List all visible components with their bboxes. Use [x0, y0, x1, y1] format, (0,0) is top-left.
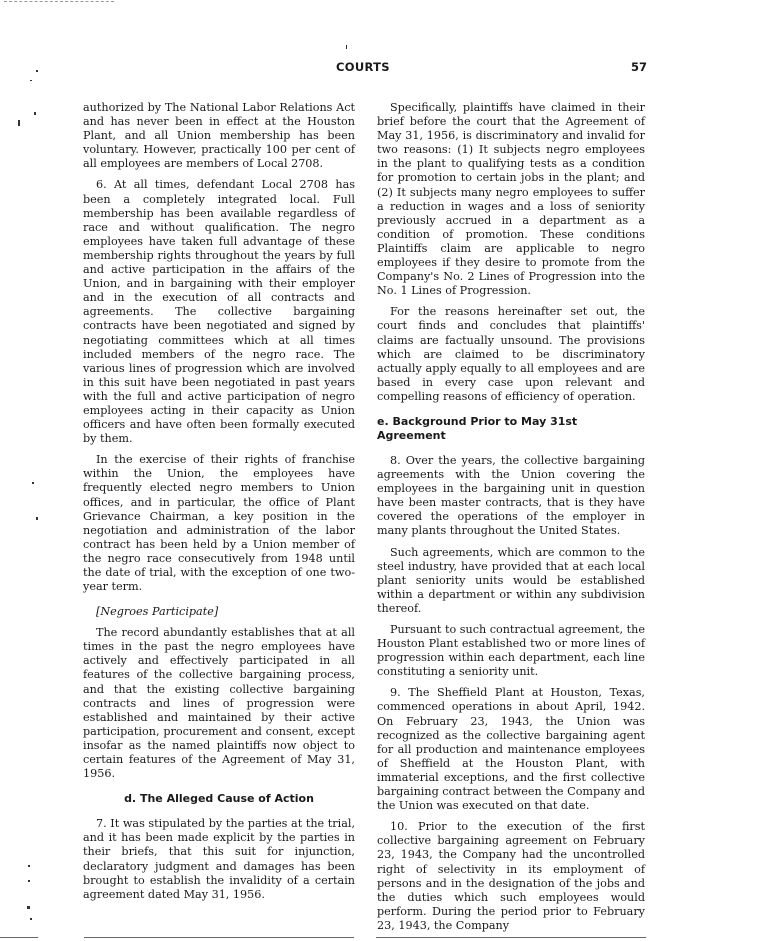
paragraph-spacer: [377, 298, 645, 305]
footer-rule: [84, 937, 354, 938]
scan-speck: [28, 880, 30, 882]
body-paragraph: 8. Over the years, the collective bargaining agreements with the Union covering the employees in the bargaining unit in question have been master contracts, that is they have covered the operations of the employer in many plants throughout the United States.: [377, 453, 645, 538]
body-paragraph: Specifically, plaintiffs have claimed in their brief before the court that the Agreement of May 31, 1956, is discriminatory and invalid for two reasons: (1) It subjects negro employees in the plant to qualifying tests as a condition for promotion to certain jobs in the plant; and (2) It subjects many negro employees to suffer a reduction in wages and a loss of seniority previously accrued in a department as a condition of promotion. These conditions Plaintiffs claim are applicable to negro employees if they desire to promote from the Company's No. 2 Lines of Progression into the No. 1 Lines of Progression.: [377, 101, 645, 298]
paragraph-spacer: [83, 594, 355, 605]
paragraph-spacer: [377, 813, 645, 820]
scan-speck: [36, 517, 38, 520]
scan-speck: [30, 918, 32, 920]
body-paragraph: 6. At all times, defendant Local 2708 has been a completely integrated local. Full membership has been available regardless of race and without qualification. The negro employees have taken full advantage of these membership rights throughout the years by full and active participation in the affairs of the Union, and in bargaining with their employer and in the execution of all contracts and agreements. The collective bargaining contracts have been negotiated and signed by negotiating committees which at all times included members of the negro race. The various lines of progression which are involved in this suit have been negotiated in past years with the full and active participation of negro employees acting in their capacity as Union officers and have often been formally executed by them.: [83, 178, 355, 446]
body-paragraph: For the reasons hereinafter set out, the court finds and concludes that plaintiffs' claims are factually unsound. The provisions which are claimed to be discriminatory actually apply equally to all employees and are based in every case upon relevant and compelling reasons of efficiency of operation.: [377, 305, 645, 403]
paragraph-spacer: [377, 404, 645, 415]
paragraph-spacer: [377, 679, 645, 686]
paragraph-spacer: [83, 446, 355, 453]
scan-speck: [28, 865, 30, 867]
scan-speck: [27, 906, 30, 909]
paragraph-spacer: [377, 616, 645, 623]
paragraph-spacer: [83, 781, 355, 792]
left-column: [83, 101, 355, 902]
footer-rule: [376, 937, 646, 938]
scan-speck: [346, 45, 347, 49]
section-heading: d. The Alleged Cause of Action: [124, 792, 314, 806]
running-head: COURTS: [336, 60, 390, 74]
paragraph-spacer: [377, 539, 645, 546]
paragraph-spacer: [83, 806, 355, 817]
footer-rule: [0, 937, 38, 938]
right-column: [377, 101, 645, 933]
body-paragraph: Pursuant to such contractual agreement, the Houston Plant established two or more lines of progression within each department, each line constituting a seniority unit.: [377, 623, 645, 679]
body-paragraph: The record abundantly establishes that at all times in the past the negro employees have actively and effectively participated in all features of the collective bargaining process, and that the existing collective bargaining contracts and lines of progression were established and maintained by their active participation, procurement and consent, except insofar as the named plaintiffs now object to certain features of the Agreement of May 31, 1956.: [83, 626, 355, 781]
body-paragraph: 10. Prior to the execution of the first collective bargaining agreement on February 23, 1943, the Company had the uncontrolled right of selectivity in its employment of persons and in the designation of the jobs and the duties which such employees would perform. During the period prior to February 23, 1943, the Company: [377, 820, 645, 932]
paragraph-spacer: [83, 619, 355, 626]
paragraph-spacer: [83, 171, 355, 178]
scan-speck: [34, 112, 36, 115]
body-paragraph: In the exercise of their rights of franchise within the Union, the employees have frequently elected negro members to Union offices, and in particular, the office of Plant Grievance Chairman, a key position in the negotiation and administration of the labor contract has been held by a Union member of the negro race consecutively from 1948 until the date of trial, with the exception of one two-year term.: [83, 453, 355, 594]
paragraph-spacer: [377, 443, 645, 454]
scan-speck: [32, 482, 34, 484]
scan-speck: [36, 70, 38, 72]
body-paragraph: 7. It was stipulated by the parties at the trial, and it has been made explicit by the parties in their briefs, that this suit for injunction, declaratory judgment and damages has been brought to establish the invalidity of a certain agreement dated May 31, 1956.: [83, 817, 355, 901]
scan-speck: [30, 80, 32, 81]
body-paragraph: Such agreements, which are common to the steel industry, have provided that at each local plant seniority units would be established within a department or within any subdivision thereof.: [377, 545, 645, 615]
body-paragraph: authorized by The National Labor Relations Act and has never been in effect at the Houston Plant, and all Union membership has been voluntary. However, practically 100 per cent of all employees are members of Local 2708.: [83, 101, 355, 171]
scan-speck: [18, 120, 20, 126]
page-number: 57: [631, 60, 648, 74]
bracketed-subheading: [Negroes Participate]: [96, 605, 219, 619]
scan-edge-dashes: [4, 1, 114, 2]
section-heading: e. Background Prior to May 31st Agreement: [377, 414, 578, 442]
body-paragraph: 9. The Sheffield Plant at Houston, Texas, commenced operations in about April, 1942. On February 23, 1943, the Union was recognized as the collective bargaining agent for all production and maintenance employees of Sheffield at the Houston Plant, with immaterial exceptions, and the first collective bargaining contract between the Company and the Union was executed on that date.: [377, 686, 645, 813]
